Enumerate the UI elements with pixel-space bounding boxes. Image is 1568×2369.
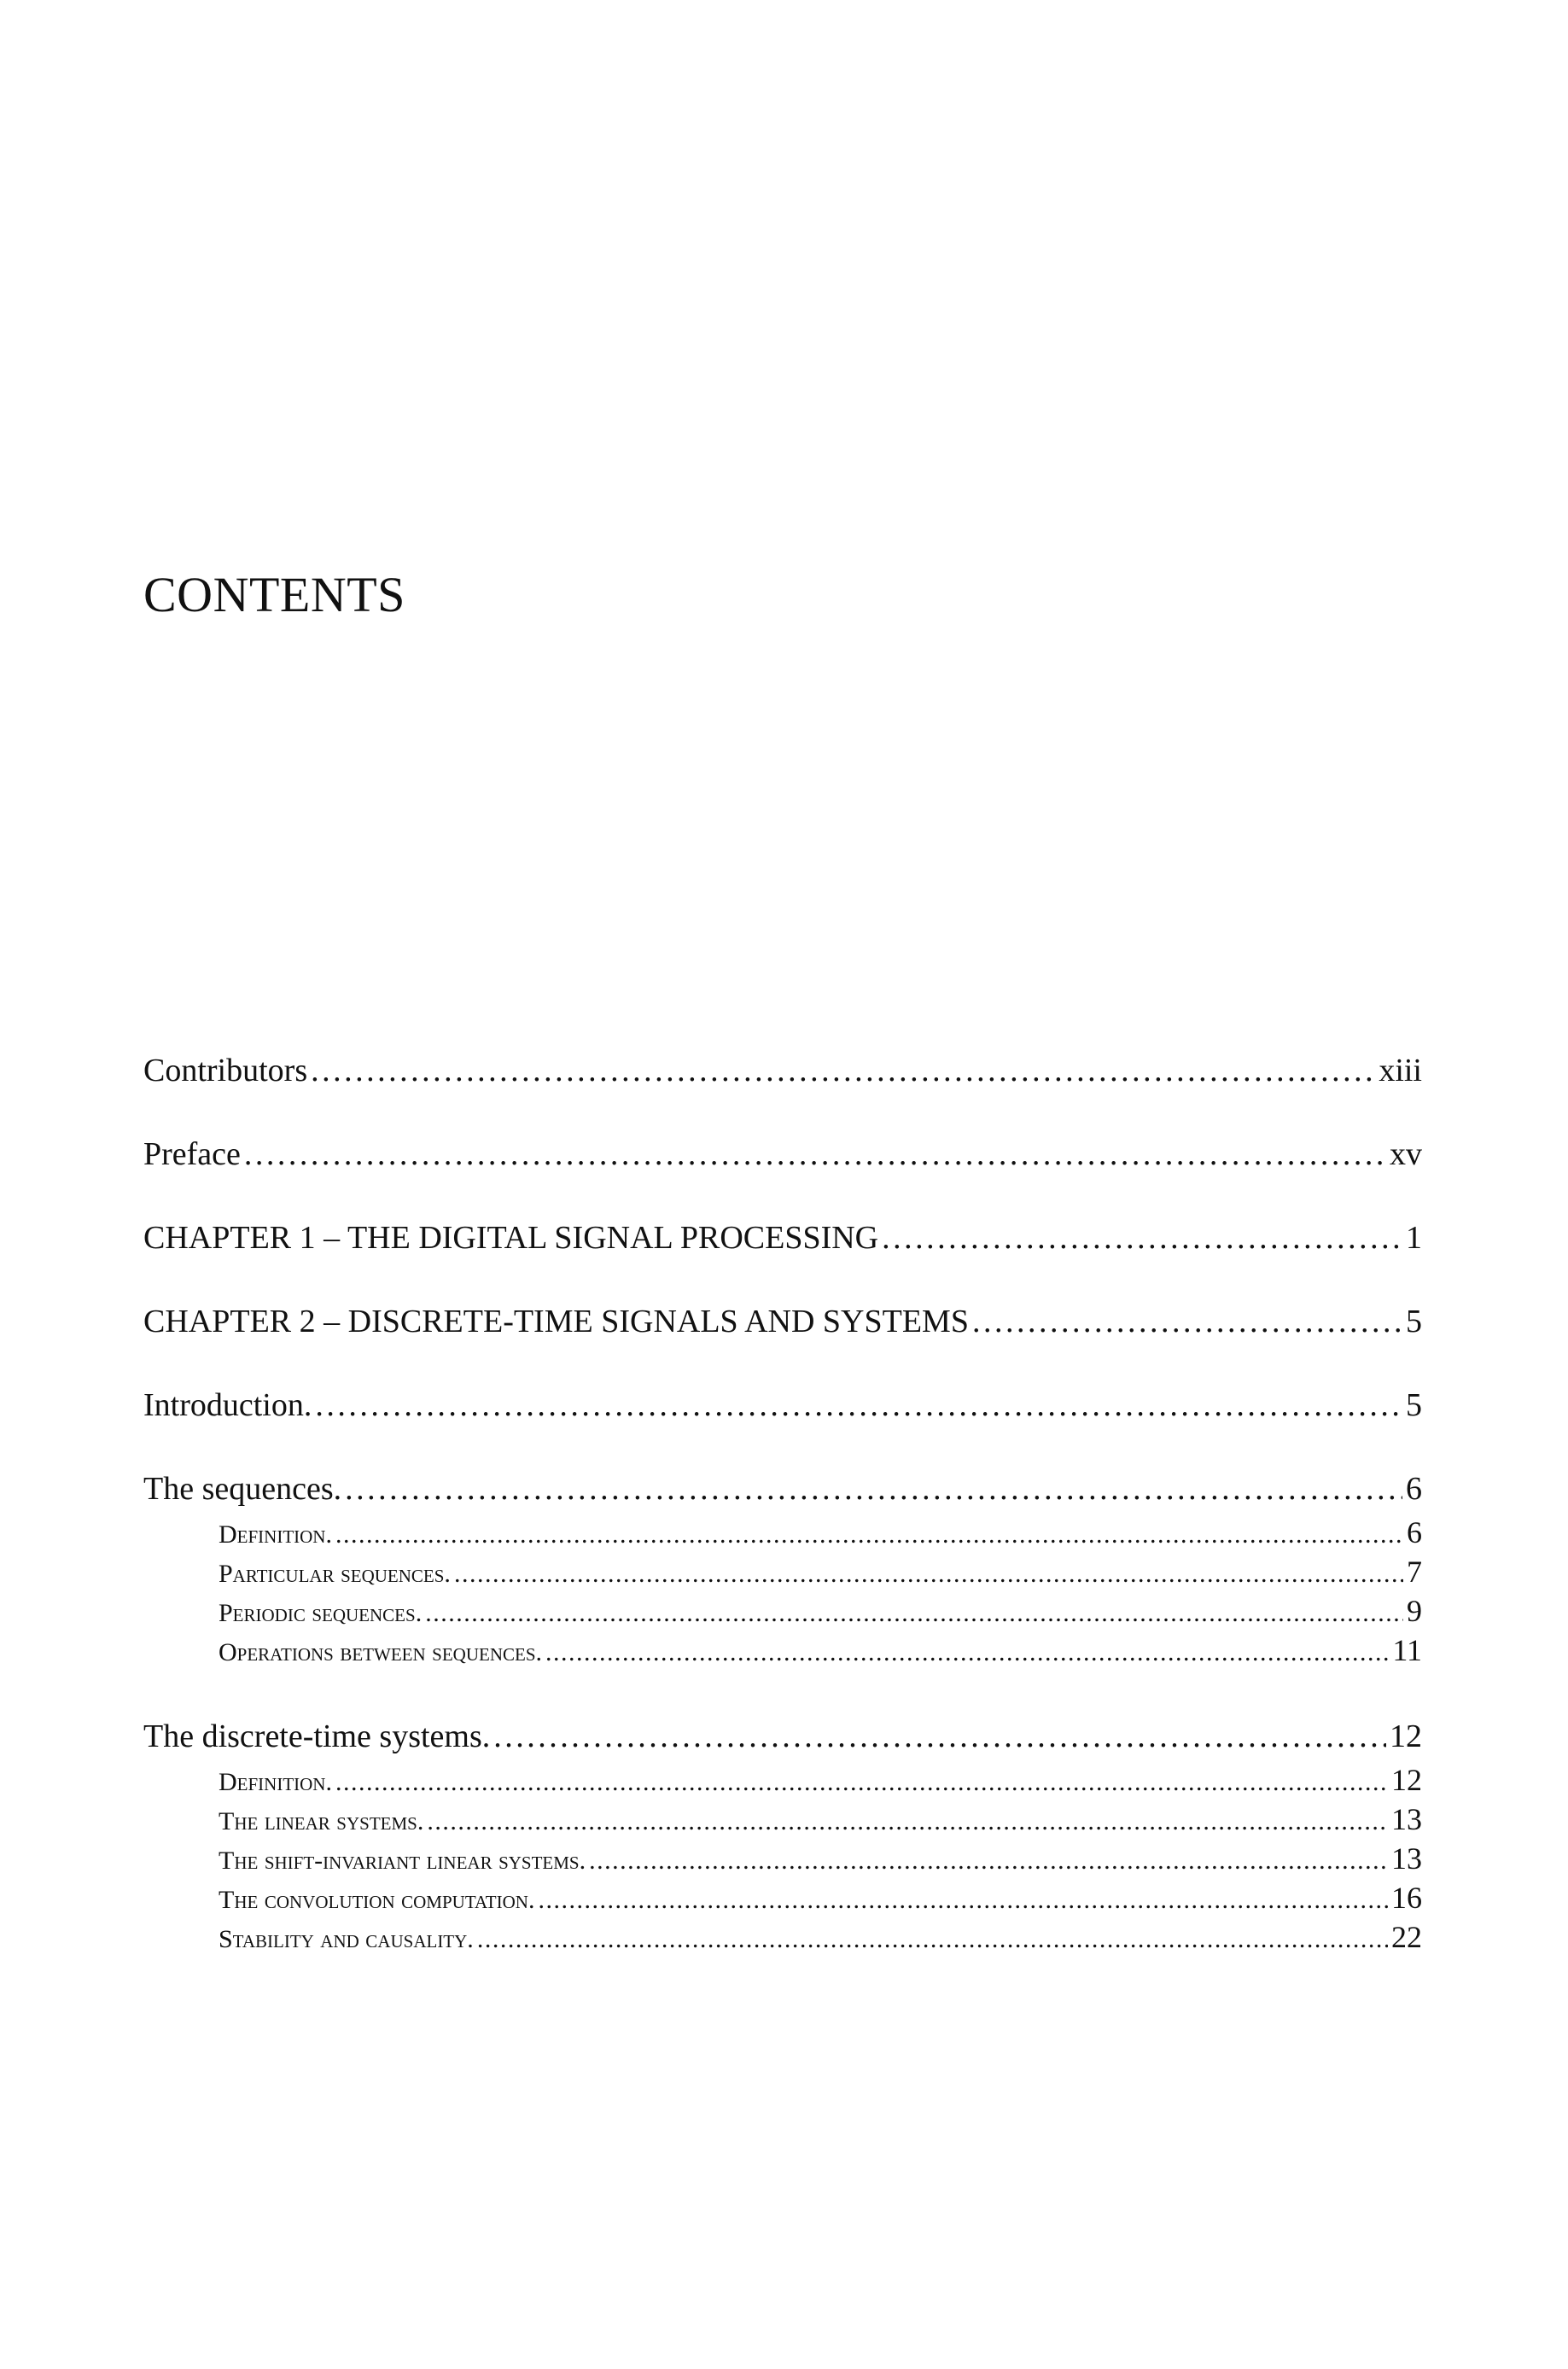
toc-entry-chapter-1[interactable]: [143, 1219, 1422, 1262]
toc-subentry-page: 13: [1391, 1841, 1422, 1876]
toc-entry-page: 1: [1406, 1220, 1422, 1256]
page-title: CONTENTS: [143, 567, 405, 622]
toc-subentry-label: The shift-invariant linear systems.: [219, 1847, 586, 1875]
toc-entry-label: Contributors: [143, 1053, 308, 1088]
toc-subentry-operations-between-sequences[interactable]: [219, 1632, 1422, 1670]
toc-entry-discrete-time-systems[interactable]: [143, 1718, 1422, 1760]
toc-subentry-label: Definition.: [219, 1768, 332, 1796]
toc-subentry-page: 13: [1391, 1802, 1422, 1836]
toc-leader-dots: [335, 1768, 1388, 1797]
toc-entry-page: 12: [1390, 1718, 1422, 1754]
toc-subentry-page: 7: [1407, 1555, 1422, 1589]
toc-leader-dots: [244, 1135, 1386, 1173]
toc-leader-dots: [882, 1219, 1402, 1257]
toc-leader-dots: [972, 1303, 1402, 1340]
toc-subentry-definition[interactable]: [219, 1762, 1422, 1800]
toc-leader-dots: [454, 1560, 1403, 1589]
toc-entry-label: CHAPTER 1 – THE DIGITAL SIGNAL PROCESSING: [143, 1220, 879, 1256]
toc-entry-label: Preface: [143, 1136, 241, 1172]
toc-entry-introduction[interactable]: [143, 1386, 1422, 1429]
toc-subentry-label: Periodic sequences.: [219, 1599, 423, 1627]
toc-entry-the-sequences[interactable]: [143, 1470, 1422, 1513]
toc-subentry-label: Definition.: [219, 1520, 332, 1549]
toc-subentry-convolution-computation[interactable]: [219, 1880, 1422, 1917]
toc-subentry-label: Stability and causality.: [219, 1925, 474, 1953]
toc-entry-contributors[interactable]: [143, 1052, 1422, 1094]
toc-leader-dots: [538, 1886, 1388, 1915]
toc-subentry-label: Particular sequences.: [219, 1560, 451, 1588]
toc-subentry-page: 11: [1392, 1633, 1422, 1667]
toc-subentry-page: 6: [1407, 1515, 1422, 1549]
toc-subentry-particular-sequences[interactable]: [219, 1554, 1422, 1591]
toc-entry-page: 5: [1406, 1304, 1422, 1339]
toc-subentry-page: 12: [1391, 1763, 1422, 1797]
toc-leader-dots: [427, 1807, 1388, 1836]
toc-entry-page: 6: [1406, 1471, 1422, 1507]
toc-entry-label: Introduction.: [143, 1387, 312, 1423]
toc-entry-page: xiii: [1379, 1053, 1422, 1088]
toc-subentry-page: 9: [1407, 1594, 1422, 1628]
toc-subentry-page: 16: [1391, 1881, 1422, 1915]
toc-leader-dots: [345, 1470, 1402, 1508]
toc-leader-dots: [315, 1386, 1402, 1424]
toc-subentry-label: Operations between sequences.: [219, 1638, 542, 1666]
toc-leader-dots: [311, 1052, 1375, 1089]
toc-subentry-definition[interactable]: [219, 1514, 1422, 1552]
toc-entry-preface[interactable]: [143, 1135, 1422, 1178]
toc-leader-dots: [477, 1925, 1388, 1954]
toc-subentry-stability-and-causality[interactable]: [219, 1919, 1422, 1957]
toc-subentry-shift-invariant-linear-systems[interactable]: [219, 1841, 1422, 1878]
toc-entry-label: The discrete-time systems.: [143, 1718, 491, 1754]
toc-entry-chapter-2[interactable]: [143, 1303, 1422, 1345]
toc-subentry-label: The linear systems.: [219, 1807, 424, 1835]
toc-leader-dots: [425, 1599, 1403, 1628]
toc-leader-dots: [545, 1638, 1389, 1667]
toc-entry-page: xv: [1390, 1136, 1422, 1172]
toc-subentry-page: 22: [1391, 1920, 1422, 1954]
toc-entry-page: 5: [1406, 1387, 1422, 1423]
toc-leader-dots: [335, 1520, 1403, 1549]
toc-leader-dots: [589, 1847, 1388, 1876]
toc-leader-dots: [493, 1718, 1386, 1755]
toc-entry-label: The sequences.: [143, 1471, 342, 1507]
toc-subentry-periodic-sequences[interactable]: [219, 1593, 1422, 1631]
toc-entry-label: CHAPTER 2 – DISCRETE-TIME SIGNALS AND SYSTEMS: [143, 1304, 969, 1339]
toc-subentry-label: The convolution computation.: [219, 1886, 535, 1914]
toc-subentry-linear-systems[interactable]: [219, 1801, 1422, 1839]
